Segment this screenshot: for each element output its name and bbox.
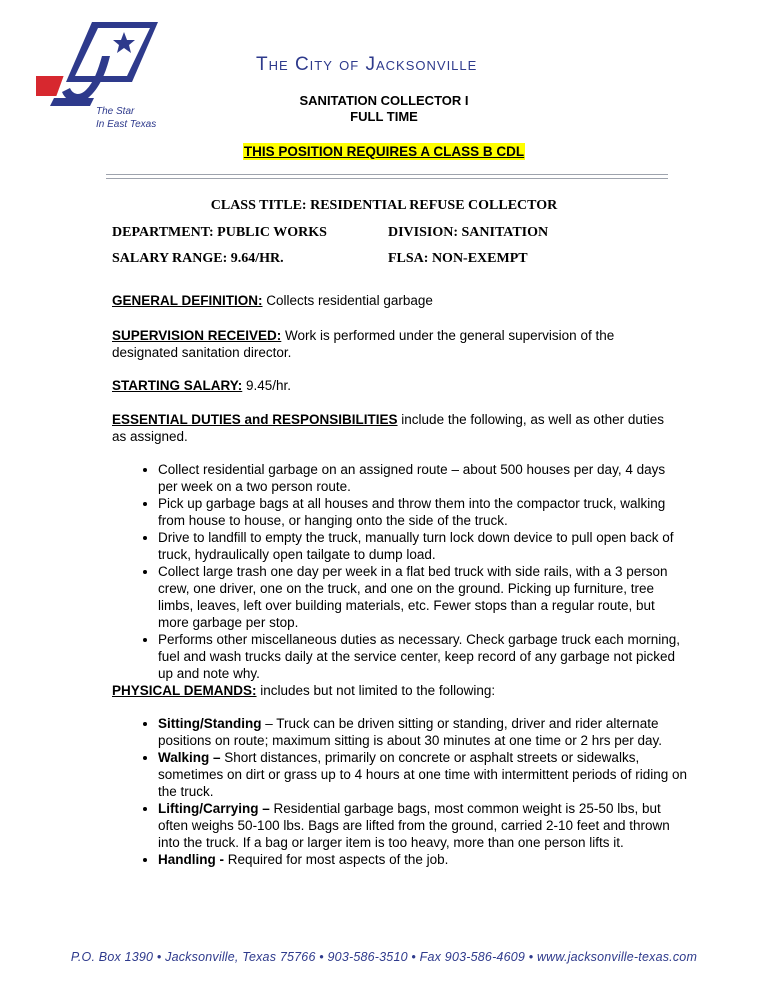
physical-demands-intro: PHYSICAL DEMANDS: includes but not limited to the following: — [112, 683, 496, 698]
footer-contact: P.O. Box 1390 • Jacksonville, Texas 75766 • 903-586-3510 • Fax 903-586-4609 • www.jacksonville-texas.com — [70, 950, 698, 964]
list-item: • Pick up garbage bags at all houses and throw them into the compactor truck, walking from house to house, or hanging onto the side of the truck. — [158, 495, 688, 529]
duties-list — [126, 461, 688, 682]
list-item: • Performs other miscellaneous duties as necessary. Check garbage truck each morning, fuel and wash trucks daily at the service center, keep record of any garbage not picked up and note why. — [158, 631, 688, 682]
list-item: • Lifting/Carrying – Residential garbage bags, most common weight is 25-50 lbs, but often weighs 50-100 lbs. Bags are lifted from the ground, carried 2-10 feet and thrown into the truck. If a bag or larger item is too heavy, more than one person lifts it. — [158, 800, 688, 851]
flsa-status: FLSA: NON-EXEMPT — [388, 251, 528, 266]
starting-salary: STARTING SALARY: 9.45/hr. — [112, 378, 292, 393]
essential-duties-intro: ESSENTIAL DUTIES and RESPONSIBILITIES include the following, as well as other duties as assigned. — [112, 412, 664, 444]
division: DIVISION: SANITATION — [388, 225, 549, 240]
position-type: FULL TIME — [350, 109, 418, 124]
position-title: SANITATION COLLECTOR I — [299, 93, 469, 108]
cdl-requirement: THIS POSITION REQUIRES A CLASS B CDL — [243, 144, 525, 159]
list-item: • Handling - Required for most aspects of the job. — [158, 851, 688, 868]
list-item: • Walking – Short distances, primarily on concrete or asphalt streets or sidewalks, sometimes on dirt or grass up to 4 hours at one time with intermittent periods of riding on the truck. — [158, 749, 688, 800]
divider-line — [106, 174, 668, 175]
class-title: CLASS TITLE: RESIDENTIAL REFUSE COLLECTOR — [210, 198, 558, 213]
position-title-block — [0, 93, 768, 125]
logo-tagline: The Star In East Texas — [96, 106, 157, 130]
list-item: • Collect large trash one day per week in a flat bed truck with side rails, with a 3 person crew, one driver, one on the truck, and one on the ground. Picking up furniture, tree limbs, leaves, left over building materials, etc. Fewer stops than a regular route, but more garbage per stop. — [158, 563, 688, 631]
general-definition: GENERAL DEFINITION: Collects residential garbage — [112, 293, 433, 308]
list-item: • Collect residential garbage on an assigned route – about 500 houses per day, 4 days per week on a two person route. — [158, 461, 688, 495]
city-name: The City of Jacksonville — [256, 54, 478, 75]
department: DEPARTMENT: PUBLIC WORKS — [112, 225, 327, 240]
supervision-received: SUPERVISION RECEIVED: Work is performed under the general supervision of the designated sanitation director. — [112, 328, 615, 360]
salary-range: SALARY RANGE: 9.64/HR. — [112, 251, 284, 266]
divider-line — [106, 178, 668, 179]
physical-demands-list — [126, 715, 688, 868]
list-item: • Sitting/Standing – Truck can be driven sitting or standing, driver and rider alternate positions on route; maximum sitting is about 30 minutes at one time or 2 hrs per day. — [158, 715, 688, 749]
list-item: • Drive to landfill to empty the truck, manually turn lock down device to pull open back of truck, hydraulically open tailgate to dump load. — [158, 529, 688, 563]
